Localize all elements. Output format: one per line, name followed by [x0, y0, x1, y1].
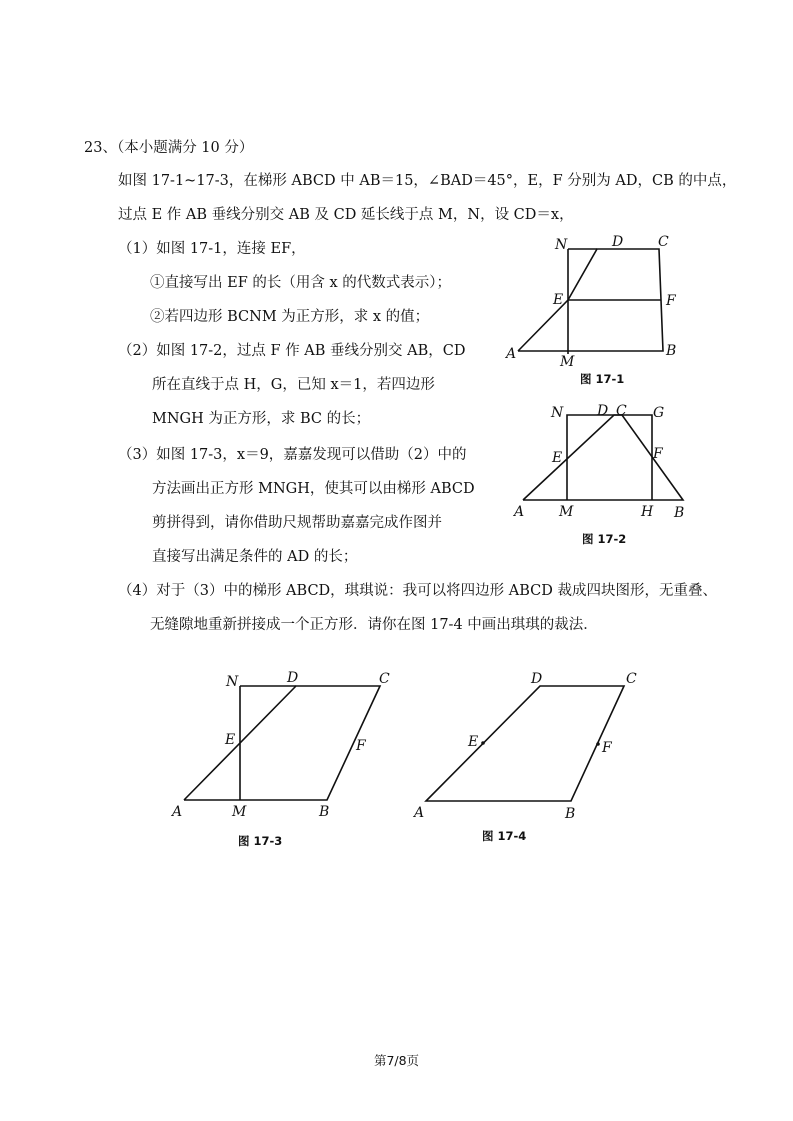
label-n: N — [555, 237, 568, 253]
question-intro-line1: 如图 17-1~17-3，在梯形 ABCD 中 AB＝15，∠BAD＝45°，E，F 分别为 AD，CB 的中点， — [118, 173, 737, 189]
label-f: F — [666, 293, 676, 309]
part1-line2: ①直接写出 EF 的长（用含 x 的代数式表示）； — [150, 275, 452, 291]
figure-17-4-caption: 图 17-4 — [482, 829, 527, 843]
label-b: B — [674, 505, 685, 521]
figure-17-2-caption: 图 17-2 — [582, 532, 627, 546]
trapezoid-abcd — [426, 686, 624, 801]
part2-line2: 所在直线于点 H，G，已知 x＝1，若四边形 — [152, 377, 435, 393]
label-m: M — [232, 804, 247, 820]
label-b: B — [319, 804, 330, 820]
label-c: C — [658, 234, 669, 250]
part2-line3: MNGH 为正方形，求 BC 的长； — [152, 411, 371, 427]
part3-line2: 方法画出正方形 MNGH，使其可以由梯形 ABCD — [152, 481, 475, 497]
question-intro-line2: 过点 E 作 AB 垂线分别交 AB 及 CD 延长线于点 M，N，设 CD＝x， — [118, 207, 574, 223]
label-c: C — [626, 671, 637, 687]
label-h: H — [641, 504, 654, 520]
label-a: A — [172, 804, 183, 820]
point-f-marker — [596, 742, 600, 746]
label-d: D — [287, 670, 299, 686]
label-d: D — [612, 234, 624, 250]
question-header: 23、（本小题满分 10 分） — [84, 140, 254, 156]
part3-line4: 直接写出满足条件的 AD 的长； — [152, 549, 358, 565]
label-f: F — [653, 446, 663, 462]
label-f: F — [356, 738, 366, 754]
part3-line1: （3）如图 17-3，x＝9，嘉嘉发现可以借助（2）中的 — [118, 447, 467, 463]
figure-17-2 — [505, 400, 695, 550]
label-b: B — [565, 806, 576, 822]
label-a: A — [514, 504, 525, 520]
label-m: M — [559, 504, 574, 520]
label-m: M — [560, 354, 575, 370]
label-d: D — [531, 671, 543, 687]
point-e-marker — [481, 741, 485, 745]
trapezoid-abcd-outline — [184, 686, 380, 800]
label-g: G — [653, 405, 665, 421]
figure-17-3 — [168, 668, 398, 852]
part1-line3: ②若四边形 BCNM 为正方形，求 x 的值； — [150, 309, 430, 325]
figure-17-3-caption: 图 17-3 — [238, 834, 283, 848]
label-a: A — [414, 805, 425, 821]
label-e: E — [468, 734, 479, 750]
label-n: N — [551, 405, 564, 421]
part1-line1: （1）如图 17-1，连接 EF， — [118, 241, 306, 257]
label-b: B — [666, 343, 677, 359]
part2-line1: （2）如图 17-2，过点 F 作 AB 垂线分别交 AB，CD — [118, 343, 466, 359]
label-c: C — [616, 403, 627, 419]
label-a: A — [506, 346, 517, 362]
figure-17-4 — [410, 668, 650, 848]
label-c: C — [379, 671, 390, 687]
label-e: E — [552, 450, 563, 466]
label-d: D — [597, 403, 609, 419]
part3-line3: 剪拼得到，请你借助尺规帮助嘉嘉完成作图并 — [152, 515, 442, 531]
figure-17-1-caption: 图 17-1 — [580, 372, 625, 386]
label-e: E — [225, 732, 236, 748]
label-f: F — [602, 740, 612, 756]
part4-line2: 无缝隙地重新拼接成一个正方形．请你在图 17-4 中画出琪琪的裁法． — [150, 617, 598, 633]
label-n: N — [226, 674, 239, 690]
part4-line1: （4）对于（3）中的梯形 ABCD，琪琪说：我可以将四边形 ABCD 裁成四块图形，无重叠、 — [118, 583, 718, 599]
square-mngh — [567, 415, 652, 500]
figure-17-1 — [500, 232, 690, 390]
label-e: E — [553, 292, 564, 308]
page-number: 第7/8页 — [373, 1053, 420, 1068]
